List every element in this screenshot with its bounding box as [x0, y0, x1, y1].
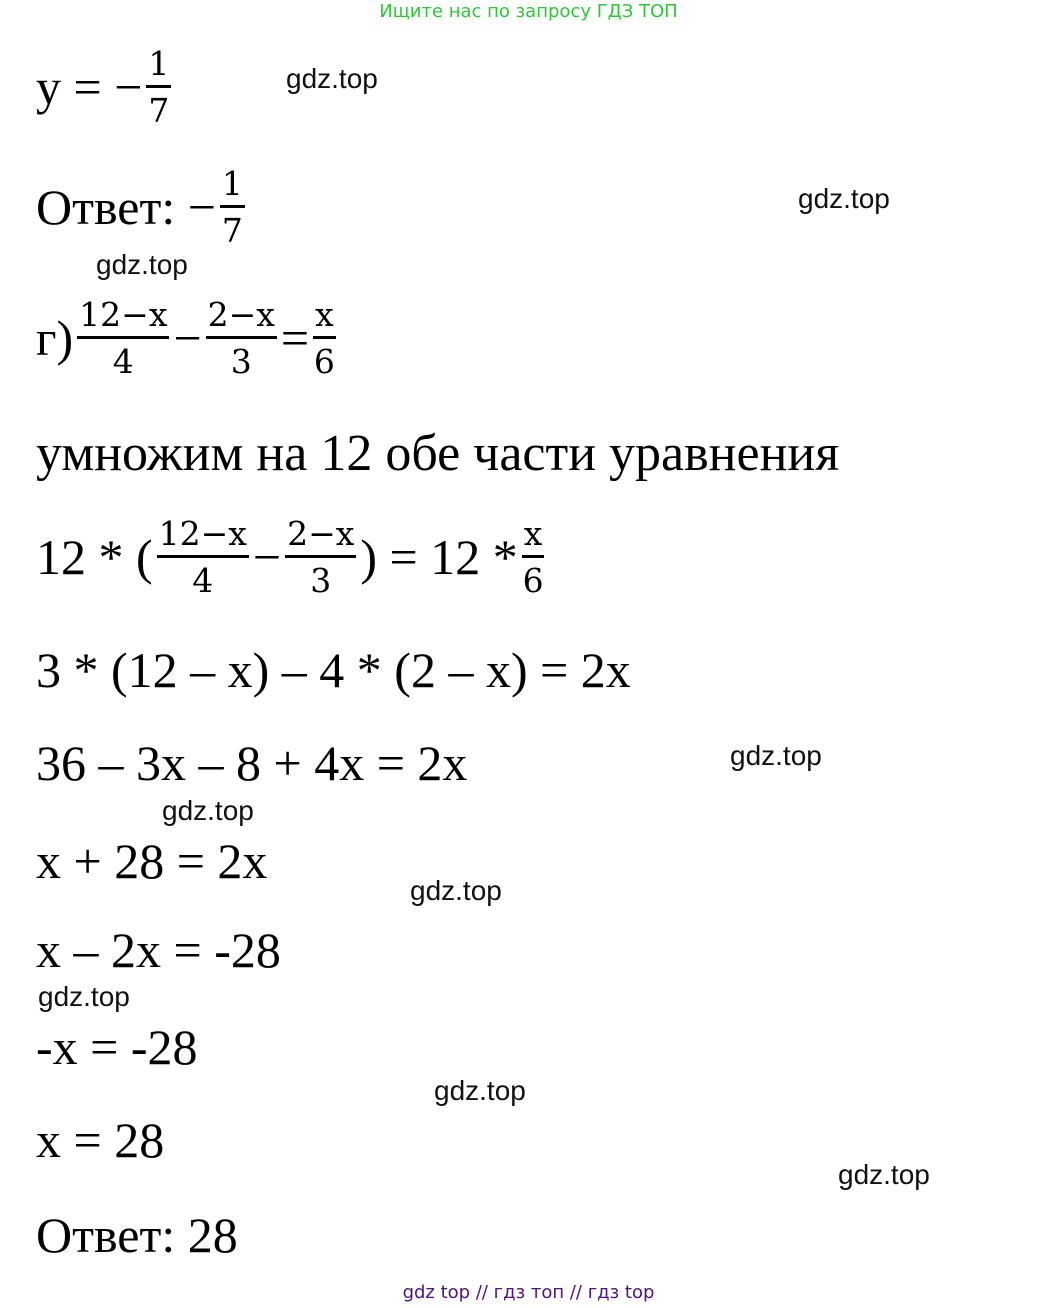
fraction	[77, 296, 169, 381]
fraction	[157, 515, 249, 600]
instruction-text: умножим на 12 обе части уравнения	[36, 425, 840, 482]
header-banner[interactable]: Ищите нас по запросу ГДЗ ТОП	[379, 1, 678, 22]
watermark: gdz.top	[286, 63, 378, 94]
watermark: gdz.top	[434, 1075, 526, 1106]
denominator: 6	[313, 341, 335, 381]
numerator: 1	[146, 45, 171, 88]
numerator: 12−x	[157, 515, 249, 558]
eq-text: Ответ: −	[36, 179, 216, 236]
fraction	[206, 296, 277, 381]
fraction	[146, 45, 171, 130]
numerator: 2−x	[285, 515, 356, 558]
equation-step: x + 28 = 2x	[36, 833, 268, 889]
operator: =	[280, 310, 310, 367]
answer-1	[36, 165, 249, 250]
operator: −	[173, 310, 202, 367]
equation-step: 3 * (12 – x) – 4 * (2 – x) = 2x	[36, 642, 631, 698]
problem-g	[36, 296, 340, 381]
numerator: 12−x	[77, 296, 169, 339]
numerator: x	[522, 515, 545, 558]
numerator: 2−x	[206, 296, 277, 339]
numerator: x	[313, 296, 336, 339]
fraction	[313, 296, 336, 381]
equation-step: -x = -28	[36, 1019, 198, 1075]
answer-2: Ответ: 28	[36, 1207, 238, 1263]
eq-text: г)	[36, 310, 74, 367]
watermark: gdz.top	[730, 740, 822, 771]
eq-text: y = −	[36, 59, 143, 116]
denominator: 7	[148, 90, 170, 130]
denominator: 4	[192, 560, 214, 600]
watermark: gdz.top	[38, 981, 130, 1012]
watermark: gdz.top	[410, 875, 502, 906]
equation-step: x = 28	[36, 1112, 165, 1168]
equation-step: 36 – 3x – 8 + 4x = 2x	[36, 735, 468, 791]
fraction	[522, 515, 545, 600]
watermark: gdz.top	[838, 1159, 930, 1190]
watermark: gdz.top	[798, 183, 890, 214]
denominator: 6	[522, 560, 544, 600]
eq-text: 12 * (	[36, 529, 153, 586]
numerator: 1	[220, 165, 245, 208]
watermark: gdz.top	[162, 795, 254, 826]
equation-step: x – 2x = -28	[36, 922, 281, 978]
fraction	[285, 515, 356, 600]
equation-multiply	[36, 515, 548, 600]
denominator: 4	[112, 341, 134, 381]
fraction	[220, 165, 245, 250]
denominator: 7	[221, 210, 243, 250]
equation-y	[36, 45, 175, 130]
denominator: 3	[230, 341, 252, 381]
footer-links[interactable]: gdz top // гдз топ // гдз top	[402, 1282, 655, 1303]
denominator: 3	[310, 560, 332, 600]
eq-text: ) = 12 *	[360, 529, 518, 586]
watermark: gdz.top	[96, 249, 188, 280]
operator: −	[252, 529, 282, 586]
